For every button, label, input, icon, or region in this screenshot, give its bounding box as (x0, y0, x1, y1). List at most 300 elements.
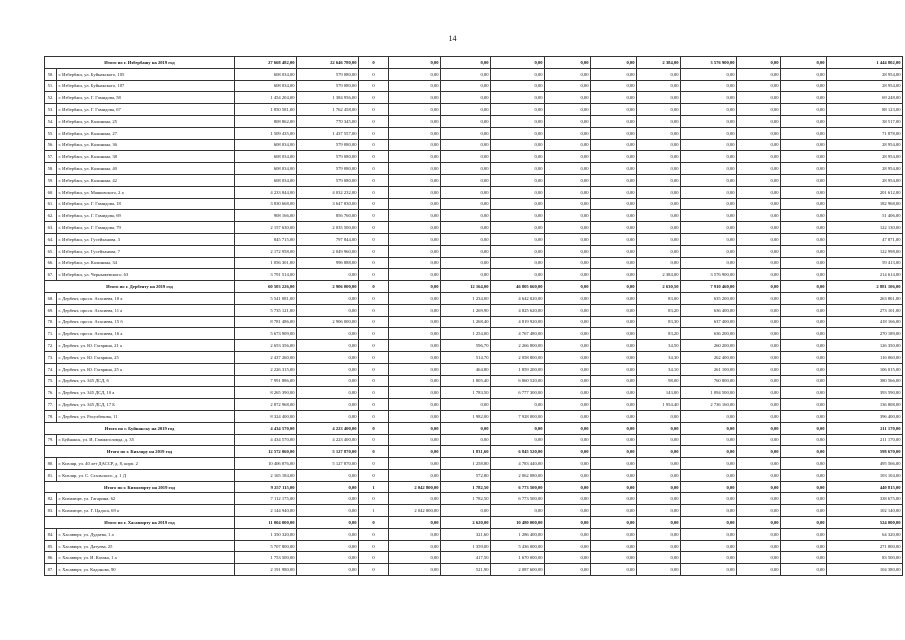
address-cell: г. Избербаш, ул. Г. Гамидова, 69 (57, 210, 235, 222)
table-cell: 770 345,00 (297, 115, 359, 127)
table-cell: 0,00 (781, 552, 827, 564)
table-cell: 0,00 (591, 186, 637, 198)
table-cell: 0,00 (637, 517, 681, 529)
table-cell: 0,00 (545, 186, 591, 198)
table-row (45, 186, 903, 198)
table-cell: 0,00 (389, 375, 441, 387)
table-cell: 0,00 (441, 422, 491, 434)
table-cell: 0,00 (389, 387, 441, 399)
table-cell: 0 (359, 104, 389, 116)
table-row (45, 80, 903, 92)
address-cell: г. Хасавюрт, ул. Кадонова, 90 (57, 564, 235, 576)
table-cell: 1 094 500,00 (681, 387, 737, 399)
table-cell: 0,00 (737, 528, 781, 540)
table-cell: 0,00 (491, 127, 545, 139)
row-number: 77. (45, 399, 57, 411)
table-cell: 83,00 (637, 292, 681, 304)
table-cell: 0,00 (545, 245, 591, 257)
address-cell: г. Избербаш, ул. Гусейханова, 7 (57, 245, 235, 257)
table-cell: 0,00 (545, 151, 591, 163)
table-row (45, 139, 903, 151)
table-row (45, 363, 903, 375)
table-cell: 0,00 (737, 422, 781, 434)
table-cell: 0,00 (389, 68, 441, 80)
table-cell: 2 630,50 (637, 281, 681, 293)
table-cell: 270 189,00 (827, 328, 903, 340)
table-cell: 83,20 (637, 304, 681, 316)
table-cell: 0,00 (545, 316, 591, 328)
subtotal-row (45, 422, 903, 434)
table-cell: 88 123,00 (827, 104, 903, 116)
table-cell: 0,00 (637, 458, 681, 470)
row-number: 79. (45, 434, 57, 446)
table-cell: 0,00 (781, 399, 827, 411)
table-cell: 0,00 (441, 257, 491, 269)
table-row (45, 115, 903, 127)
address-cell: г. Избербаш, ул. Калинина, 38 (57, 151, 235, 163)
table-cell: 464,80 (441, 363, 491, 375)
table-cell: 0,00 (491, 245, 545, 257)
table-cell: 0,00 (781, 80, 827, 92)
table-cell: 4 233 844,00 (235, 186, 297, 198)
table-cell: 608 034,00 (235, 163, 297, 175)
table-cell: 0,00 (737, 434, 781, 446)
table-cell: 0 (359, 363, 389, 375)
table-cell: 0,00 (637, 552, 681, 564)
table-cell: 0,00 (681, 469, 737, 481)
table-cell: 0,00 (591, 446, 637, 458)
table-cell: 0,00 (737, 257, 781, 269)
table-cell: 22 646 780,00 (297, 57, 359, 69)
table-cell: 0,00 (591, 245, 637, 257)
table-cell: 0,00 (491, 151, 545, 163)
address-cell: г. Избербаш, ул. Калинина, 27 (57, 127, 235, 139)
table-cell: 0,00 (737, 198, 781, 210)
table-cell: 0,00 (591, 57, 637, 69)
row-number: 54. (45, 115, 57, 127)
table-cell: 0 (359, 139, 389, 151)
table-cell: 211 170,00 (827, 434, 903, 446)
table-cell: 0,00 (297, 399, 359, 411)
table-cell: 0,00 (389, 422, 441, 434)
table-cell: 273 101,00 (827, 304, 903, 316)
table-cell: 0,00 (491, 198, 545, 210)
address-cell: г. Избербаш, ул. Гусейханова, 3 (57, 233, 235, 245)
table-cell: 0 (359, 316, 389, 328)
table-cell: 0,00 (781, 517, 827, 529)
table-cell: 0,00 (591, 399, 637, 411)
table-cell: 0 (359, 186, 389, 198)
table-cell: 0,00 (681, 257, 737, 269)
table-cell: 2 437 260,00 (235, 351, 297, 363)
table-cell: 0,00 (637, 198, 681, 210)
table-cell: 34,50 (637, 340, 681, 352)
table-cell: 0,00 (737, 139, 781, 151)
table-cell: 0,00 (297, 481, 359, 493)
table-cell: 0,00 (441, 198, 491, 210)
table-cell: 0,00 (591, 316, 637, 328)
table-cell: 0,00 (441, 92, 491, 104)
table-cell: 0,00 (389, 174, 441, 186)
row-number: 67. (45, 269, 57, 281)
table-cell: 637 400,00 (681, 316, 737, 328)
table-cell: 0,00 (737, 68, 781, 80)
table-cell: 0 (359, 210, 389, 222)
table-row (45, 257, 903, 269)
address-cell: г. Дербент, просп. Агасиева, 16 а (57, 328, 235, 340)
table-cell: 0,00 (781, 505, 827, 517)
table-row (45, 222, 903, 234)
table-cell: 1 782,50 (441, 493, 491, 505)
table-cell: 0,00 (737, 210, 781, 222)
table-cell: 0,00 (441, 222, 491, 234)
table-cell: 0,00 (681, 233, 737, 245)
table-row (45, 292, 903, 304)
row-number: 73. (45, 351, 57, 363)
table-cell: 0,00 (297, 410, 359, 422)
table-cell: 1 859 200,00 (491, 363, 545, 375)
table-cell: 0,00 (737, 540, 781, 552)
table-cell: 4 223 400,00 (297, 422, 359, 434)
address-cell: г. Избербаш, ул. Калинина, 25 (57, 115, 235, 127)
table-cell: 83,20 (637, 328, 681, 340)
table-cell: 0,00 (591, 127, 637, 139)
table-cell: 3 791 514,00 (235, 269, 297, 281)
table-cell: 0,00 (441, 269, 491, 281)
table-cell: 495 566,00 (827, 458, 903, 470)
table-cell: 182 968,00 (827, 198, 903, 210)
table-cell: 0,00 (781, 222, 827, 234)
table-cell: 2 266 800,00 (491, 340, 545, 352)
table-cell: 0,00 (545, 363, 591, 375)
row-number: 53. (45, 104, 57, 116)
table-cell: 596,70 (441, 340, 491, 352)
table-cell: 1 753 500,00 (235, 552, 297, 564)
table-cell: 0,00 (545, 340, 591, 352)
table-cell: 8 265 390,00 (235, 387, 297, 399)
table-cell: 1 234,00 (441, 292, 491, 304)
table-cell: 69 248,00 (827, 92, 903, 104)
table-cell: 0,00 (389, 222, 441, 234)
table-cell: 4 223 400,00 (297, 434, 359, 446)
table-cell: 0,00 (737, 493, 781, 505)
table-cell: 0,00 (681, 505, 737, 517)
table-cell: 10 480 000,00 (491, 517, 545, 529)
table-cell: 0,00 (591, 564, 637, 576)
table-cell: 0,00 (545, 127, 591, 139)
table-row (45, 434, 903, 446)
table-cell: 0,00 (637, 505, 681, 517)
address-cell: г. Буйнакск, ул. И. Гаммаголовда, д. 35 (57, 434, 235, 446)
table-cell: 0,00 (591, 281, 637, 293)
table-row (45, 552, 903, 564)
table-cell: 1 982,00 (441, 410, 491, 422)
table-cell: 28 954,00 (827, 80, 903, 92)
table-row (45, 540, 903, 552)
table-cell: 0,00 (491, 186, 545, 198)
row-number: 87. (45, 564, 57, 576)
table-cell: 0,00 (737, 328, 781, 340)
table-cell: 417,50 (441, 552, 491, 564)
table-cell: 0,00 (491, 210, 545, 222)
table-cell: 0,00 (389, 163, 441, 175)
row-number: 81. (45, 469, 57, 481)
table-cell: 0,00 (737, 115, 781, 127)
table-cell: 0,00 (781, 127, 827, 139)
table-cell: 0,00 (781, 163, 827, 175)
row-number: 74. (45, 363, 57, 375)
table-cell: 51 406,00 (827, 210, 903, 222)
table-cell: 7 991 886,00 (235, 375, 297, 387)
table-cell: 0,00 (637, 422, 681, 434)
row-number: 63. (45, 222, 57, 234)
table-cell: 338 675,00 (827, 493, 903, 505)
table-cell: 6 773 500,00 (491, 481, 545, 493)
table-cell: 0 (359, 80, 389, 92)
table-cell: 28 954,00 (827, 151, 903, 163)
table-cell: 0,00 (681, 210, 737, 222)
table-cell: 0,00 (737, 505, 781, 517)
table-cell: 0,00 (389, 151, 441, 163)
address-cell: г. Избербаш, ул. Черныжевского, 63 (57, 269, 235, 281)
table-cell: 0,00 (545, 517, 591, 529)
table-cell: 0,00 (297, 540, 359, 552)
table-cell: 5 436 000,00 (491, 540, 545, 552)
table-cell: 0,00 (637, 163, 681, 175)
table-cell: 0,00 (441, 399, 491, 411)
table-cell: 1 805,40 (441, 375, 491, 387)
table-cell: 0,00 (297, 493, 359, 505)
table-cell: 0,00 (545, 434, 591, 446)
table-cell: 0,00 (297, 387, 359, 399)
table-cell: 1 850 581,00 (235, 104, 297, 116)
table-cell: 0,00 (737, 245, 781, 257)
subtotal-row (45, 481, 903, 493)
table-cell: 0,00 (737, 517, 781, 529)
table-cell: 27 668 482,00 (235, 57, 297, 69)
table-cell: 0,00 (591, 517, 637, 529)
table-cell: 0,00 (591, 163, 637, 175)
table-cell: 0,00 (545, 163, 591, 175)
table-cell: 8 781 486,00 (235, 316, 297, 328)
table-cell: 0,00 (681, 186, 737, 198)
table-cell: 0,00 (441, 139, 491, 151)
table-cell: 0 (359, 257, 389, 269)
table-cell: 579 080,00 (297, 139, 359, 151)
table-cell: 261 100,00 (681, 363, 737, 375)
table-cell: 0,00 (389, 139, 441, 151)
table-cell: 0,00 (591, 363, 637, 375)
table-cell: 0 (359, 387, 389, 399)
table-cell: 5 127 870,00 (297, 458, 359, 470)
table-cell: 0,00 (781, 151, 827, 163)
table-cell: 4 642 020,00 (491, 292, 545, 304)
table-cell: 0,00 (389, 363, 441, 375)
address-cell: г. Дербент, ул. 345 ДСД, 6 (57, 375, 235, 387)
table-cell: 0,00 (681, 481, 737, 493)
table-cell: 28 954,00 (827, 163, 903, 175)
table-cell: 0,00 (637, 257, 681, 269)
table-cell: 0,00 (297, 375, 359, 387)
table-cell: 0,00 (389, 316, 441, 328)
table-cell: 636 400,00 (681, 304, 737, 316)
table-cell: 7 928 000,00 (491, 410, 545, 422)
subtotal-label: Итого по г. Хасавюрту на 2019 год (45, 517, 235, 529)
table-cell: 0,00 (545, 210, 591, 222)
row-number: 69. (45, 304, 57, 316)
table-cell: 598 670,00 (827, 446, 903, 458)
table-cell: 0,00 (545, 57, 591, 69)
table-cell: 0 (359, 304, 389, 316)
table-cell: 0,00 (737, 174, 781, 186)
table-row (45, 340, 903, 352)
table-cell: 1 831,60 (441, 446, 491, 458)
row-number: 71. (45, 328, 57, 340)
table-cell: 0,00 (591, 174, 637, 186)
table-cell: 0,00 (637, 528, 681, 540)
table-cell: 0,00 (781, 422, 827, 434)
table-cell: 0,00 (637, 127, 681, 139)
table-cell: 0,00 (441, 233, 491, 245)
table-cell: 1 509 435,00 (235, 127, 297, 139)
table-cell: 521,90 (441, 564, 491, 576)
table-cell: 0,00 (737, 564, 781, 576)
table-cell: 4 825 620,00 (491, 304, 545, 316)
table-cell: 263 861,00 (827, 292, 903, 304)
table-cell: 0,00 (637, 151, 681, 163)
table-row (45, 528, 903, 540)
table-row (45, 174, 903, 186)
table-cell: 0,00 (737, 186, 781, 198)
table-cell: 0,00 (591, 92, 637, 104)
table-cell: 0,00 (637, 446, 681, 458)
table-cell: 0 (359, 292, 389, 304)
table-cell: 0 (359, 458, 389, 470)
table-cell: 0,00 (591, 139, 637, 151)
table-cell: 0,00 (781, 316, 827, 328)
table-cell: 6 860 520,00 (491, 375, 545, 387)
table-cell: 0,00 (681, 151, 737, 163)
table-cell: 380 566,00 (827, 375, 903, 387)
table-cell: 321,60 (441, 528, 491, 540)
table-cell: 2 042 800,00 (389, 481, 441, 493)
table-cell: 0,00 (441, 115, 491, 127)
table-row (45, 458, 903, 470)
table-cell: 0 (359, 328, 389, 340)
address-cell: г. Избербаш, ул. Калинина, 40 (57, 163, 235, 175)
table-cell: 1 782,50 (441, 481, 491, 493)
table-cell: 0,00 (737, 469, 781, 481)
table-row (45, 351, 903, 363)
table-cell: 0,00 (737, 127, 781, 139)
table-cell: 0,00 (491, 222, 545, 234)
row-number: 78. (45, 410, 57, 422)
table-cell: 0,00 (637, 115, 681, 127)
table-cell: 0,00 (737, 151, 781, 163)
table-cell: 0,00 (737, 399, 781, 411)
table-cell: 0,00 (441, 127, 491, 139)
table-cell: 0,00 (297, 363, 359, 375)
table-row (45, 127, 903, 139)
table-cell: 6 777 300,00 (491, 387, 545, 399)
table-cell: 1 783,50 (441, 387, 491, 399)
table-cell: 0,00 (637, 186, 681, 198)
table-row (45, 104, 903, 116)
table-cell: 0,00 (681, 552, 737, 564)
table-cell: 0 (359, 422, 389, 434)
table-cell: 0,00 (681, 139, 737, 151)
table-cell: 214 614,00 (827, 269, 903, 281)
address-cell: г. Кизляр, ул. 40 лет ДАССР, д. 8, корп. 2 (57, 458, 235, 470)
address-cell: г. Избербаш, ул. Г. Гамидова, 67 (57, 104, 235, 116)
table-cell: 0,00 (781, 469, 827, 481)
table-row (45, 387, 903, 399)
address-cell: г. Хасавюрт, ул. Дудаева, 1 а (57, 528, 235, 540)
table-cell: 0,00 (591, 458, 637, 470)
table-cell: 0,00 (591, 292, 637, 304)
table-cell: 0,00 (389, 257, 441, 269)
table-cell: 0,00 (681, 198, 737, 210)
row-number: 55. (45, 127, 57, 139)
table-cell: 1 (359, 505, 389, 517)
table-cell: 0,00 (491, 505, 545, 517)
table-cell: 0,00 (781, 139, 827, 151)
row-number: 83. (45, 505, 57, 517)
table-cell: 0 (359, 517, 389, 529)
table-cell: 0,00 (737, 92, 781, 104)
table-cell: 0,00 (297, 340, 359, 352)
table-cell: 0 (359, 375, 389, 387)
table-cell: 2 226 315,00 (235, 363, 297, 375)
table-cell: 8 324 400,00 (235, 410, 297, 422)
table-cell: 0,00 (591, 304, 637, 316)
table-cell: 0,00 (491, 68, 545, 80)
table-cell: 0,00 (637, 410, 681, 422)
table-cell: 0,00 (637, 222, 681, 234)
address-cell: г. Избербаш, ул. Буйнакского, 107 (57, 80, 235, 92)
table-cell: 28 954,00 (827, 68, 903, 80)
table-cell: 0,00 (545, 399, 591, 411)
table-cell: 0,00 (681, 434, 737, 446)
table-cell: 908 166,00 (235, 210, 297, 222)
table-cell: 1 (359, 481, 389, 493)
table-cell: 0,00 (545, 505, 591, 517)
table-cell: 0,00 (681, 104, 737, 116)
table-cell: 579 080,00 (297, 151, 359, 163)
table-cell: 0,00 (389, 245, 441, 257)
table-cell: 0,00 (491, 92, 545, 104)
table-cell: 0,00 (681, 410, 737, 422)
row-number: 52. (45, 92, 57, 104)
table-cell: 211 170,00 (827, 422, 903, 434)
table-cell: 0,00 (491, 139, 545, 151)
table-cell: 4 032 232,00 (297, 186, 359, 198)
table-cell: 0,00 (737, 163, 781, 175)
table-cell: 0,00 (441, 174, 491, 186)
table-row (45, 564, 903, 576)
table-cell: 1 437 557,00 (297, 127, 359, 139)
table-cell: 0 (359, 269, 389, 281)
table-cell: 0,00 (545, 328, 591, 340)
table-cell: 0,00 (681, 222, 737, 234)
table-row (45, 68, 903, 80)
table-cell: 608 034,00 (235, 68, 297, 80)
table-cell: 0,00 (591, 540, 637, 552)
table-cell: 0,00 (389, 399, 441, 411)
table-cell: 6 773 500,00 (491, 493, 545, 505)
table-cell: 0,00 (389, 552, 441, 564)
table-cell: 1 444 802,00 (827, 57, 903, 69)
